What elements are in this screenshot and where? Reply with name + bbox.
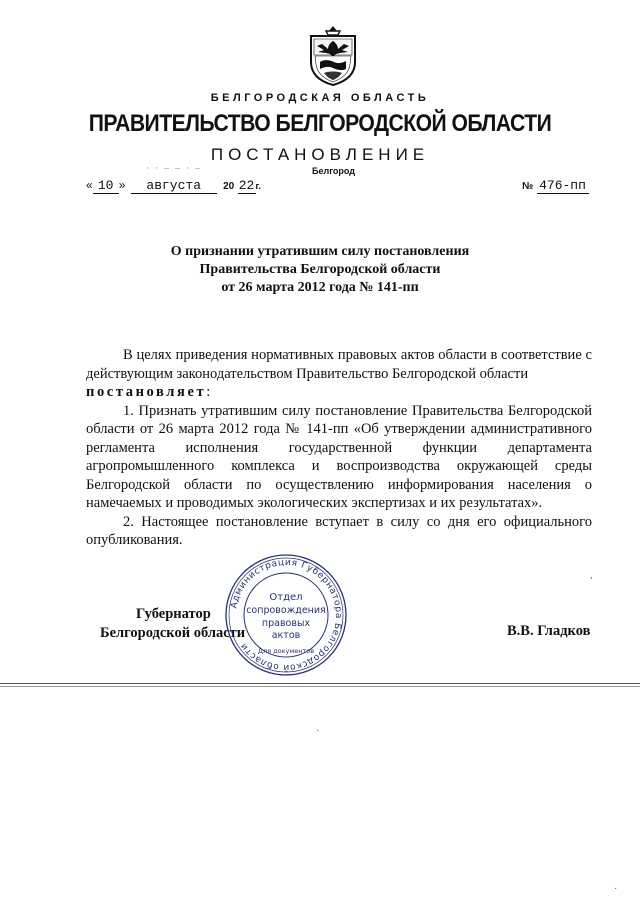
intro-paragraph — [86, 346, 592, 383]
footer-rule — [0, 683, 640, 684]
region-heading: БЕЛГОРОДСКАЯ ОБЛАСТЬ — [210, 92, 430, 104]
date-year: 22 — [238, 178, 255, 193]
item-2-paragraph: 2. Настоящее постановление вступает в силу со дня его официального опубликования. — [86, 513, 592, 548]
ink-speck: · — [614, 884, 618, 895]
title-line-1: О признании утратившим силу постановления — [170, 244, 470, 259]
date-year-suffix: г. — [255, 181, 261, 191]
date-century: 20 — [223, 181, 235, 192]
number-prefix: № — [522, 181, 534, 192]
decree-number — [522, 178, 589, 194]
date-open-quote: « — [86, 178, 93, 192]
stamp-bottom-text: Для документов — [257, 647, 315, 655]
number-value: 476-пп — [537, 179, 589, 194]
decree-line — [86, 383, 592, 402]
stamp-line-1: Отдел — [269, 592, 303, 603]
title-line-3: от 26 марта 2012 года № 141-пп — [221, 280, 419, 295]
intro-text: В целях приведения нормативных правовых актов области в соответствие с действующим законодательством Правительство Белгородской области — [86, 347, 592, 382]
signatory-name: В.В. Гладков — [507, 623, 591, 639]
item-1-paragraph: 1. Признать утратившим силу постановление Правительства Белгородской области от 26 марта 2012 года № 141-пп «Об утверждении административного регламента исполнения государственной функции департамента агропромышленного комплекса и воспроизводства окружающей среды Белгородской области по осуществлению информирования населения о намечаемых и проводимых экологических экспертизах и их результатах». — [86, 402, 592, 511]
ink-speck: , — [590, 570, 593, 581]
round-stamp — [223, 552, 349, 678]
position-line-1: Губернатор — [136, 606, 211, 622]
stamp-ring-text: Администрация Губернатора Белгородской области — [229, 557, 344, 673]
coat-of-arms-icon — [306, 24, 360, 86]
document-type-heading: ПОСТАНОВЛЕНИЕ — [210, 145, 430, 164]
decree-word: постановляет — [86, 384, 207, 400]
stamp-line-4: актов — [271, 630, 301, 641]
decree-date — [86, 178, 261, 194]
date-month: августа — [131, 179, 217, 194]
stamp-line-2: сопровождения — [246, 605, 326, 616]
document-title — [0, 243, 640, 297]
document-body — [86, 346, 592, 550]
stamp-line-3: правовых — [261, 618, 311, 629]
ink-marks: · · – – · – — [146, 163, 202, 173]
decree-colon: : — [206, 384, 211, 400]
footer-rule-secondary — [0, 686, 640, 687]
title-line-2: Правительства Белгородской области — [199, 262, 441, 277]
date-day: 10 — [93, 179, 119, 194]
date-close-quote: » — [118, 178, 126, 192]
ink-speck: · — [316, 726, 320, 737]
position-line-2: Белгородской области — [100, 625, 246, 641]
city-label: Белгород — [312, 166, 355, 176]
government-heading: ПРАВИТЕЛЬСТВО БЕЛГОРОДСКОЙ ОБЛАСТИ — [88, 110, 552, 137]
